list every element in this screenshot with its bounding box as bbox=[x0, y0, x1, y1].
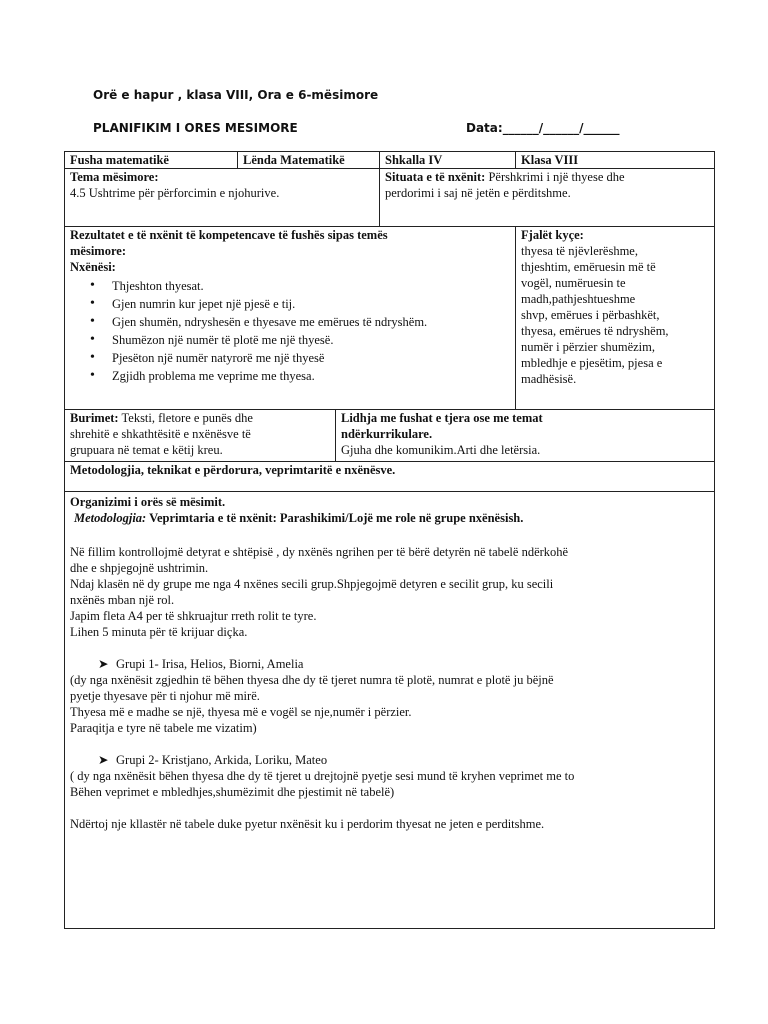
burimet-cell bbox=[65, 410, 336, 462]
page-subtitle: PLANIFIKIM I ORES MESIMORE bbox=[93, 121, 298, 135]
row-methodology bbox=[65, 462, 715, 492]
p2-line: pyetje thyesave për ti njohur më mirë. bbox=[70, 689, 260, 703]
rezultatet-label-2: mësimore: bbox=[70, 244, 126, 258]
situata-cell bbox=[380, 169, 715, 227]
fjalet-line: vogël, numëruesin te bbox=[521, 276, 626, 290]
p1-line: Japim fleta A4 per të shkruajtur rreth rolit te tyre. bbox=[70, 609, 317, 623]
lesson-plan-table bbox=[64, 151, 715, 929]
p2-line: Thyesa më e madhe se një, thyesa më e vogël se nje,numër i përzier. bbox=[70, 705, 412, 719]
fjalet-cell bbox=[516, 227, 715, 410]
row-resources bbox=[65, 410, 715, 462]
list-item: • Shumëzon një numër të plotë me një thyesë. bbox=[112, 331, 510, 349]
burimet-label: Burimet: bbox=[70, 411, 119, 425]
list-item: • Gjen shumën, ndryshesën e thyesave me emërues të ndryshëm. bbox=[112, 313, 510, 331]
rezultatet-cell bbox=[65, 227, 516, 410]
p1-line: dhe e shpjegojnë ushtrimin. bbox=[70, 561, 209, 575]
row-subject bbox=[65, 152, 715, 169]
p2-line: Paraqitja e tyre në tabele me vizatim) bbox=[70, 721, 257, 735]
burimet-line: shrehitë e shkathtësitë e nxënësve të bbox=[70, 427, 251, 441]
list-item: • Pjesëton një numër natyrorë me një thyesë bbox=[112, 349, 510, 367]
p1-line: Ndaj klasën në dy grupe me nga 4 nxënes secili grup.Shpjegojmë detyren e secilit grup, ku secili bbox=[70, 577, 554, 591]
grupi2-label: Grupi 2- Kristjano, Arkida, Loriku, Mateo bbox=[116, 753, 328, 767]
tema-label: Tema mësimore: bbox=[70, 170, 159, 184]
grupi1-label: Grupi 1- Irisa, Helios, Biorni, Amelia bbox=[116, 657, 304, 671]
row-topic bbox=[65, 169, 715, 227]
p1-line: Në fillim kontrollojmë detyrat e shtëpisë , dy nxënës ngrihen per të bërë detyrën në tabelë ndërkohë bbox=[70, 545, 569, 559]
grupi1-item bbox=[70, 656, 709, 672]
klasa-cell: Klasa VIII bbox=[516, 152, 715, 169]
fjalet-line: numër i përzier shumëzim, bbox=[521, 340, 655, 354]
p2-line: (dy nga nxënësit zgjedhin të bëhen thyesa dhe dy të tjeret numra të plotë, numrat e plotë ju bëjnë bbox=[70, 673, 554, 687]
situata-value-1: Përshkrimi i një thyese dhe bbox=[485, 170, 625, 184]
fjalet-label: Fjalët kyçe: bbox=[521, 228, 584, 242]
list-item: • Gjen numrin kur jepet një pjesë e tij. bbox=[112, 295, 510, 313]
fusha-cell: Fusha matematikë bbox=[65, 152, 238, 169]
nxenesi-label: Nxënësi: bbox=[70, 260, 116, 274]
lenda-cell: Lënda Matematikë bbox=[238, 152, 380, 169]
lidhja-label-2: ndërkurrikulare. bbox=[341, 427, 433, 441]
lidhja-cell bbox=[336, 410, 715, 462]
tema-value: 4.5 Ushtrime për përforcimin e njohurive. bbox=[70, 186, 280, 200]
organizimi-cell bbox=[65, 492, 715, 929]
p3-line: Bëhen veprimet e mbledhjes,shumëzimit dhe pjestimit në tabelë) bbox=[70, 785, 395, 799]
burimet-line: grupuara në temat e këtij kreu. bbox=[70, 443, 223, 457]
row-organization bbox=[65, 492, 715, 929]
p4-line: Ndërtoj nje kllastër në tabele duke pyetur nxënësit ku i perdorim thyesat ne jeten e perditshme. bbox=[70, 817, 545, 831]
metodologjia-cell: Metodologjia, teknikat e përdorura, veprimtaritë e nxënësve. bbox=[65, 462, 715, 492]
lidhja-value: Gjuha dhe komunikim.Arti dhe letërsia. bbox=[341, 443, 541, 457]
fjalet-line: thyesa, emërues të ndryshëm, bbox=[521, 324, 669, 338]
rezultatet-label-1: Rezultatet e të nxënit të kompetencave të fushës sipas temës bbox=[70, 228, 388, 242]
fjalet-line: shvp, emërues i përbashkët, bbox=[521, 308, 660, 322]
lidhja-label-1: Lidhja me fushat e tjera ose me temat bbox=[341, 411, 543, 425]
p1-line: nxënës mban një rol. bbox=[70, 593, 175, 607]
fjalet-line: madhësisë. bbox=[521, 372, 577, 386]
list-item: • Zgjidh problema me veprime me thyesa. bbox=[112, 367, 510, 385]
p1-line: Lihen 5 minuta për të krijuar diçka. bbox=[70, 625, 248, 639]
arrowhead-bullet-icon: ➤ bbox=[98, 657, 109, 671]
page-title: Orë e hapur , klasa VIII, Ora e 6-mësimore bbox=[93, 88, 379, 102]
metod-label: Metodologjia: bbox=[74, 511, 147, 525]
list-item: • Thjeshton thyesat. bbox=[112, 277, 510, 295]
fjalet-line: mbledhje e pjesëtim, pjesa e bbox=[521, 356, 663, 370]
fjalet-line: thjeshtim, emëruesin më të bbox=[521, 260, 656, 274]
arrowhead-bullet-icon: ➤ bbox=[98, 753, 109, 767]
p3-line: ( dy nga nxënësit bëhen thyesa dhe dy të tjeret u drejtojnë pyetje sesi mund të kryhen veprimet me to bbox=[70, 769, 575, 783]
burimet-line: Teksti, fletore e punës dhe bbox=[118, 411, 253, 425]
situata-label: Situata e të nxënit: bbox=[385, 170, 486, 184]
date-field: Data:______/______/______ bbox=[466, 121, 620, 135]
results-list bbox=[70, 277, 510, 385]
organizimi-label: Organizimi i orës së mësimit. bbox=[70, 495, 226, 509]
grupi2-item bbox=[70, 752, 709, 768]
tema-cell bbox=[65, 169, 380, 227]
fjalet-line: thyesa të njëvlerëshme, bbox=[521, 244, 638, 258]
row-results bbox=[65, 227, 715, 410]
situata-value-2: perdorimi i saj në jetën e përditshme. bbox=[385, 186, 571, 200]
metod-value: Veprimtaria e të nxënit: Parashikimi/Lojë me role në grupe nxënësish. bbox=[146, 511, 524, 525]
shkalla-cell: Shkalla IV bbox=[380, 152, 516, 169]
fjalet-line: madh,pathjeshtueshme bbox=[521, 292, 636, 306]
